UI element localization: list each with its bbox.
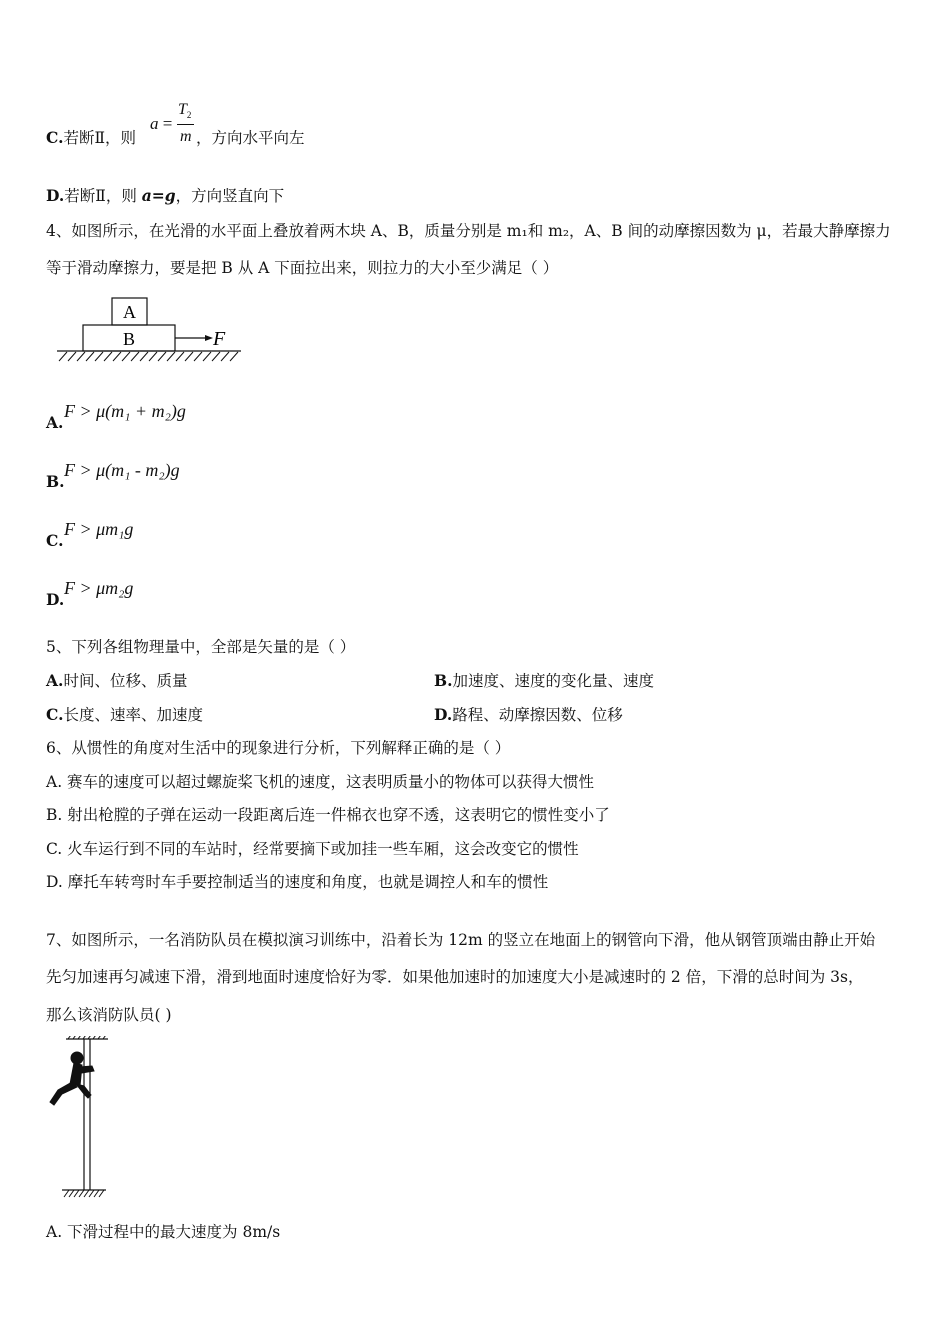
- ground-hatching: [59, 352, 238, 361]
- q6-option-b: B. 射出枪膛的子弹在运动一段距离后连一件棉衣也穿不透，这表明它的惯性变小了: [46, 806, 610, 824]
- q3-formula-denominator: m: [180, 128, 192, 145]
- option-label: C.: [46, 128, 64, 147]
- q3-formula-lhs: a =: [150, 114, 173, 133]
- block-a-label: A: [123, 302, 136, 322]
- block-b-label: B: [122, 329, 136, 349]
- q5-option-b: B.加速度、速度的变化量、速度: [434, 671, 655, 690]
- q4-option-d: D.: [46, 590, 65, 609]
- q4-option-b-formula: F > μ(m₁ - m₂)g: [64, 460, 180, 480]
- q7-stem-line2: 先匀加速再匀减速下滑，滑到地面时速度恰好为零．如果他加速时的加速度大小是减速时的 2 倍，下滑的总时间为 3s，: [46, 968, 864, 986]
- q6-option-c: C. 火车运行到不同的车站时，经常要摘下或加挂一些车厢，这会改变它的惯性: [46, 840, 579, 858]
- q5-option-a: A.时间、位移、质量: [46, 671, 188, 690]
- q4-option-c: C.: [46, 531, 64, 550]
- q4-option-a: A.: [46, 413, 64, 432]
- q5-option-d: D.路程、动摩擦因数、位移: [434, 705, 623, 724]
- q3-option-d: D.若断Ⅱ，则 a=g，方向竖直向下: [46, 186, 285, 205]
- q7-option-a: A. 下滑过程中的最大速度为 8m/s: [46, 1223, 281, 1241]
- firefighter-silhouette: [50, 1052, 94, 1105]
- q5-option-c: C.长度、速率、加速度: [46, 705, 203, 724]
- force-arrowhead: [205, 335, 213, 341]
- firefighter-leg-back: [50, 1082, 77, 1105]
- q4-option-c-formula: F > μm₁g: [64, 519, 134, 539]
- q3-fraction-bar: [177, 124, 194, 125]
- force-label: F: [213, 328, 226, 350]
- q4-option-a-formula: F > μ(m₁ + m₂)g: [64, 401, 186, 421]
- ground-hatching: [64, 1190, 104, 1197]
- firefighter-head: [71, 1052, 83, 1064]
- q3-formula-numerator: $T_2$: [178, 101, 192, 121]
- q7-firefighter-figure: [44, 1036, 116, 1200]
- q6-option-a: A. 赛车的速度可以超过螺旋桨飞机的速度，这表明质量小的物体可以获得大惯性: [46, 773, 595, 791]
- q7-stem-line1: 7、如图所示，一名消防队员在模拟演习训练中，沿着长为 12m 的竖立在地面上的钢管向下滑，他从钢管顶端由静止开始: [46, 931, 876, 949]
- q3-option-c-tail: ，方向水平向左: [196, 129, 305, 147]
- q4-stem-line1: 4、如图所示，在光滑的水平面上叠放着两木块 A、B，质量分别是 m₁和 m₂，A、B 间的动摩擦因数为 μ，若最大静摩擦力: [46, 222, 891, 240]
- q6-stem: 6、从惯性的角度对生活中的现象进行分析，下列解释正确的是（ ）: [46, 739, 511, 757]
- q7-stem-line3: 那么该消防队员( ): [46, 1006, 172, 1024]
- q6-option-d: D. 摩托车转弯时车手要控制适当的速度和角度，也就是调控人和车的惯性: [46, 873, 549, 891]
- q4-option-d-formula: F > μm₂g: [64, 578, 134, 598]
- firefighter-arm: [79, 1066, 94, 1073]
- q5-stem: 5、下列各组物理量中，全部是矢量的是（ ）: [46, 638, 356, 656]
- q4-blocks-figure: [55, 295, 245, 365]
- option-text: 若断Ⅱ，则: [63, 129, 137, 147]
- q3-option-c: [46, 128, 136, 148]
- q4-option-b: B.: [46, 472, 65, 491]
- q4-stem-line2: 等于滑动摩擦力，要是把 B 从 A 下面拉出来，则拉力的大小至少满足（ ）: [46, 259, 559, 277]
